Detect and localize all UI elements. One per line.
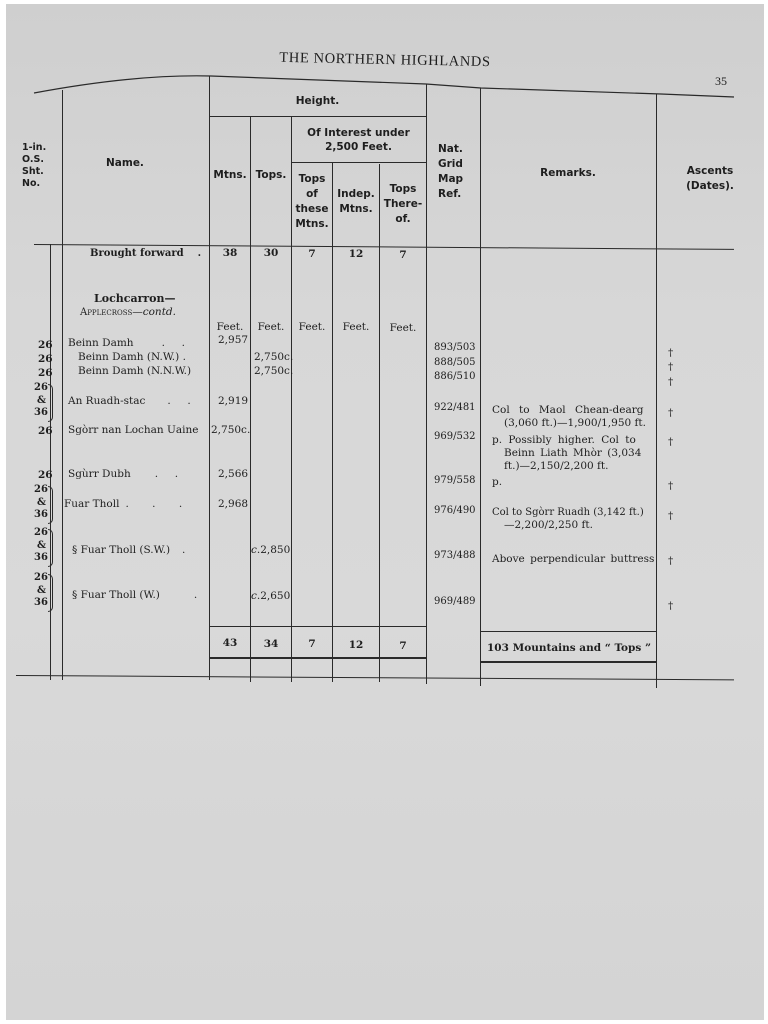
running-head: THE NORTHERN HIGHLANDS [279,49,491,71]
row-ref: 969/489 [434,596,476,607]
header-line: of. [395,213,411,225]
total-tops-thereof: 7 [399,640,407,652]
header-tops-thereof [379,182,427,227]
remarks-line: Above perpendicular buttress [492,553,655,565]
sheet-brace-icon [48,486,53,524]
row-sheet: 26 [38,367,53,379]
row-name-text: § Fuar Tholl (S.W.) [72,544,171,556]
row-ref: 979/558 [434,475,476,486]
book-page [6,4,764,1020]
unit-tops: Feet. [257,321,285,333]
row-name: Sgòrr nan Lochan Uaine [68,424,199,436]
total-tops: 34 [263,638,279,650]
row-mtns: 2,968 [218,498,249,510]
header-line: There- [383,198,423,210]
rule-h-summary-top [480,631,656,632]
row-mtns: 2,919 [218,395,249,407]
bf-tops: 30 [263,247,279,259]
row-sheet-line: 26 [34,527,48,538]
row-name-text: Sgùrr Dubh [68,468,131,480]
bf-mtns: 38 [222,247,238,259]
header-line: Mtns. [295,218,329,230]
row-sheet-line: 36 [34,597,48,608]
header-sheet-no [22,142,64,190]
brought-forward-text: Brought forward [90,248,184,259]
row-mtns: 2,566 [218,468,249,480]
row-ref: 886/510 [434,371,476,382]
rule-h-table-bottom [16,675,734,681]
sheet-brace-icon [48,384,53,422]
row-sheet-multi [34,572,48,610]
remarks-line: Col to Maol Chean-dearg [492,404,644,416]
section-subtitle-suffix: —contd. [132,306,176,318]
row-remarks [492,434,660,473]
row-sheet-line: & [37,539,47,551]
row-sheet-line: 26 [34,572,48,583]
header-tops-of-these [291,172,333,232]
header-line: these [295,203,329,215]
unit-indep: Feet. [342,321,370,333]
header-remarks: Remarks. [540,167,596,179]
row-sheet-line: 36 [34,407,48,418]
row-remarks [492,553,660,566]
header-of-interest [291,126,426,154]
row-ascent-dagger-icon: † [668,361,674,373]
row-ref: 893/503 [434,342,476,353]
row-ref: 922/481 [434,402,476,413]
total-indep: 12 [348,639,364,651]
row-tops: c.2,650 [251,590,291,602]
row-name: § Fuar Tholl (W.) . [72,589,198,601]
header-line: Grid [438,158,463,170]
total-tops-of-these: 7 [308,638,316,650]
sheet-brace-icon [48,574,53,612]
row-sheet-line: 26 [34,484,48,495]
header-sheet-no-line: Sht. [22,166,44,177]
brought-forward-label: Brought forward . [90,248,202,259]
header-line: Map [438,173,464,185]
header-tops: Tops. [255,169,287,181]
row-ascent-dagger-icon: † [668,480,674,492]
row-name: Fuar Tholl . . . [64,498,183,510]
total-summary: 103 Mountains and “ Tops ” [487,642,652,654]
section-title: Lochcarron— [94,292,176,305]
total-mtns: 43 [222,637,238,649]
header-indep-mtns [332,187,380,217]
page-number: 35 [715,74,727,88]
header-line: Ref. [438,188,462,200]
header-sheet-no-line: 1-in. [22,142,47,153]
row-tops: 2,750c. [254,351,294,363]
row-ref: 888/505 [434,357,476,368]
unit-tops-of-these: Feet. [298,321,326,333]
header-ascents [656,164,764,194]
row-name-text: Fuar Tholl [64,498,120,510]
remarks-line: p. Possibly higher. Col to [492,434,636,446]
mountains-table [6,4,764,1020]
remarks-line: —2,200/2,250 ft. [504,519,593,531]
row-remarks [492,404,660,430]
row-ref: 973/488 [434,550,476,561]
row-name-text: § Fuar Tholl (W.) [72,589,160,601]
header-line: Tops [298,173,326,185]
remarks-line: ft.)—2,150/2,200 ft. [504,460,609,472]
rule-h-summary-bottom [480,661,656,663]
row-name-text: Beinn Damh (N.W.) [78,351,180,363]
rule-v-sheet-lower [50,244,51,680]
header-sheet-no-line: No. [22,178,41,189]
row-sheet: 26 [38,425,53,437]
row-sheet-line: 26 [34,382,48,393]
row-sheet-line: & [37,584,47,596]
row-ascent-dagger-icon: † [668,555,674,567]
row-sheet: 26 [38,353,53,365]
row-sheet: 26 [38,469,53,481]
row-ascent-dagger-icon: † [668,600,674,612]
header-name: Name. [106,157,144,169]
remarks-line: Col to Sgòrr Ruadh (3,142 ft.) [492,507,644,518]
rule-v-name [209,76,210,680]
unit-mtns: Feet. [216,321,244,333]
bf-tops-thereof: 7 [399,249,407,261]
header-sheet-no-line: O.S. [22,154,44,165]
row-name: Sgùrr Dubh . . [68,468,179,480]
row-name: Beinn Damh . . [68,337,185,349]
rule-v-tops-these [332,162,333,682]
row-name-text: An Ruadh-stac [68,395,146,407]
remarks-line: (3,060 ft.)—1,900/1,950 ft. [504,417,646,429]
row-ref: 976/490 [434,505,476,516]
header-line: Tops [389,183,417,195]
row-sheet-line: 36 [34,509,48,520]
row-tops: 2,750c. [254,365,294,377]
header-line: Indep. [337,188,375,200]
header-line: Nat. [438,143,463,155]
row-remarks [492,506,660,532]
row-ascent-dagger-icon: † [668,510,674,522]
header-line: of [306,188,318,200]
section-subtitle [80,306,176,319]
rule-h-totals-bottom [209,657,426,659]
row-name: Beinn Damh (N.N.W.) [78,365,192,377]
row-sheet-line: & [37,496,47,508]
rule-h-height [209,116,426,117]
section-subtitle-name: Applecross [80,307,133,318]
rule-v-indep [379,164,380,682]
row-ascent-dagger-icon: † [668,347,674,359]
row-ref: 969/532 [434,431,476,442]
header-line: Mtns. [339,203,373,215]
row-name: Beinn Damh (N.W.) . [78,351,186,363]
header-line: Ascents [686,165,734,177]
row-mtns: 2,750c. [211,424,251,436]
bf-indep: 12 [348,248,364,260]
rule-v-thereof [426,84,427,684]
header-line: (Dates). [686,180,734,192]
row-remarks [492,476,660,489]
unit-tops-thereof: Feet. [389,322,417,334]
row-sheet-multi [34,527,48,565]
sheet-brace-icon [48,529,53,567]
row-ascent-dagger-icon: † [668,376,674,388]
row-ascent-dagger-icon: † [668,407,674,419]
row-sheet-multi [34,484,48,522]
header-of-interest-line: Of Interest under [307,127,410,139]
remarks-line: Beinn Liath Mhòr (3,034 [504,447,642,459]
row-name: § Fuar Tholl (S.W.) . [72,544,186,556]
row-sheet-multi [34,382,48,420]
row-mtns: 2,957 [218,334,249,346]
row-sheet-line: & [37,394,47,406]
row-name: An Ruadh-stac . . [68,395,191,407]
remarks-line: p. [492,476,503,488]
rule-h-interest [291,162,426,163]
header-of-interest-line: 2,500 Feet. [325,141,392,153]
row-sheet-line: 36 [34,552,48,563]
row-ascent-dagger-icon: † [668,436,674,448]
rule-h-totals-top [209,626,426,627]
header-height: Height. [295,95,340,107]
row-sheet: 26 [38,339,53,351]
header-grid-ref [438,142,463,202]
row-name-text: Beinn Damh [68,337,134,349]
header-mtns: Mtns. [213,169,247,181]
bf-tops-of-these: 7 [308,248,316,260]
row-tops: c.2,850 [251,544,291,556]
